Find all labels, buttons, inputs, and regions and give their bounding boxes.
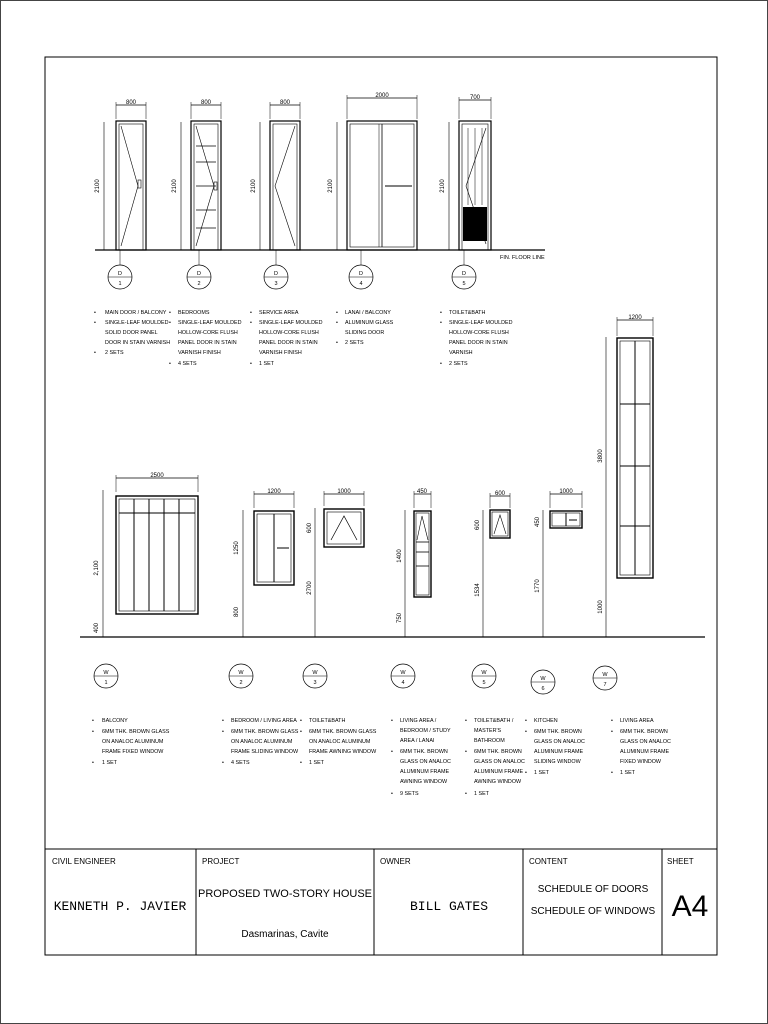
window-3-tag-letter: W xyxy=(312,670,318,676)
window-3-tag xyxy=(303,664,327,688)
svg-text:•: • xyxy=(94,310,96,316)
door-3-note-line: 1 SET xyxy=(259,361,274,367)
window-4-note-line: BEDROOM / STUDY xyxy=(400,728,451,734)
door-2-note-line: SINGLE-LEAF MOULDED xyxy=(178,320,242,326)
door-1-width: 800 xyxy=(125,100,137,106)
window-4-notes xyxy=(391,718,451,797)
window-7-notes xyxy=(611,718,671,776)
svg-text:•: • xyxy=(336,340,338,346)
svg-text:•: • xyxy=(222,718,224,724)
window-5-dim: 1534 xyxy=(475,583,481,597)
window-3-note-line: FRAME AWNING WINDOW xyxy=(309,749,377,755)
svg-text:•: • xyxy=(250,361,252,367)
svg-text:•: • xyxy=(300,718,302,724)
svg-text:•: • xyxy=(300,729,302,735)
window-3-elevation xyxy=(307,489,364,637)
content-line-1: SCHEDULE OF DOORS xyxy=(537,884,649,895)
svg-text:•: • xyxy=(465,749,467,755)
project-location: Dasmarinas, Cavite xyxy=(241,929,329,940)
window-2-note-line: BEDROOM / LIVING AREA xyxy=(231,718,297,724)
window-6-tag xyxy=(531,670,555,694)
window-4-note-line: AWNING WINDOW xyxy=(400,779,448,785)
svg-text:•: • xyxy=(250,310,252,316)
window-1-note-line: BALCONY xyxy=(102,718,128,724)
window-1-note-line: FRAME FIXED WINDOW xyxy=(102,749,164,755)
window-1-dim: 400 xyxy=(94,622,100,634)
svg-text:•: • xyxy=(525,718,527,724)
window-5-width: 600 xyxy=(494,491,506,497)
door-tags xyxy=(108,250,476,289)
window-5-note-line: MASTER'S xyxy=(474,728,502,734)
floor-line-label: FIN. FLOOR LINE xyxy=(500,255,545,261)
door-1-tag-number: 1 xyxy=(118,281,122,287)
door-3-width: 800 xyxy=(279,100,291,106)
window-6-note-line: KITCHEN xyxy=(534,718,558,724)
door-3-tag xyxy=(264,250,288,289)
door-5-note-line: VARNISH xyxy=(449,350,473,356)
door-5-tag-number: 5 xyxy=(462,281,466,287)
door-5-note-line: SINGLE-LEAF MOULDED xyxy=(449,320,513,326)
window-1-note-line: ON ANALOC ALUMINUM xyxy=(102,739,164,745)
window-5-tag xyxy=(472,664,496,688)
svg-text:•: • xyxy=(169,361,171,367)
door-3-height: 2100 xyxy=(251,179,257,193)
door-2-tag-number: 2 xyxy=(197,281,201,287)
window-6-note-line: GLASS ON ANALOC xyxy=(534,739,585,745)
window-3-note-line: 1 SET xyxy=(309,760,324,766)
window-6-note-line: SLIDING WINDOW xyxy=(534,759,581,765)
window-1-note-line: 6MM THK. BROWN GLASS xyxy=(102,729,170,735)
window-5-note-line: ALUMINUM FRAME xyxy=(474,769,524,775)
svg-text:•: • xyxy=(92,718,94,724)
door-1-note-line: 2 SETS xyxy=(105,350,124,356)
door-2-note-line: 4 SETS xyxy=(178,361,197,367)
svg-text:•: • xyxy=(391,749,393,755)
window-1-width: 2500 xyxy=(150,473,164,479)
door-2-width: 800 xyxy=(200,100,212,106)
window-schedule xyxy=(80,315,705,797)
door-1-note-line: SOLID DOOR PANEL xyxy=(105,330,158,336)
window-6-dim: 450 xyxy=(535,516,541,528)
door-5-notes xyxy=(440,310,513,367)
window-7-dim: 1000 xyxy=(598,600,604,614)
door-2-tag-letter: D xyxy=(197,271,201,277)
window-4-note-line: GLASS ON ANALOC xyxy=(400,759,451,765)
window-4-note-line: 6MM THK. BROWN xyxy=(400,749,448,755)
window-7-note-line: 6MM THK. BROWN xyxy=(620,729,668,735)
owner-name: BILL GATES xyxy=(409,899,489,914)
window-3-width: 1000 xyxy=(337,489,351,495)
door-schedule xyxy=(94,93,545,367)
window-4-note-line: 9 SETS xyxy=(400,791,419,797)
door-2-notes xyxy=(169,310,242,367)
door-4-tag-letter: D xyxy=(359,271,363,277)
window-2-note-line: 4 SETS xyxy=(231,760,250,766)
window-4-tag-letter: W xyxy=(400,670,406,676)
door-1-note-line: DOOR IN STAIN VARNISH xyxy=(105,340,171,346)
door-5-note-line: 2 SETS xyxy=(449,361,468,367)
svg-text:•: • xyxy=(169,310,171,316)
window-1-dim: 2,100 xyxy=(94,560,100,576)
window-2-tag xyxy=(229,664,253,688)
window-6-width: 1000 xyxy=(559,489,573,495)
window-1-tag-number: 1 xyxy=(104,680,108,686)
svg-text:•: • xyxy=(222,760,224,766)
door-1-tag xyxy=(108,250,132,289)
window-7-width: 1200 xyxy=(628,315,642,321)
door-2-note-line: BEDROOMS xyxy=(178,310,210,316)
window-6-note-line: 1 SET xyxy=(534,770,549,776)
svg-text:•: • xyxy=(525,729,527,735)
window-7-tag-letter: W xyxy=(602,672,608,678)
svg-text:•: • xyxy=(336,320,338,326)
window-5-note-line: 6MM THK. BROWN xyxy=(474,749,522,755)
svg-text:•: • xyxy=(611,718,613,724)
window-5-note-line: GLASS ON ANALOC xyxy=(474,759,525,765)
window-2-note-line: FRAME SLIDING WINDOW xyxy=(231,749,299,755)
window-6-tag-number: 6 xyxy=(541,686,545,692)
svg-text:•: • xyxy=(611,729,613,735)
title-block xyxy=(45,849,717,955)
window-6-elevation xyxy=(535,489,582,637)
door-5-note-line: PANEL DOOR IN STAIN xyxy=(449,340,508,346)
project-label: PROJECT xyxy=(202,857,240,866)
window-4-elevation xyxy=(397,489,431,637)
window-7-tag xyxy=(593,666,617,690)
door-5-note-line: TOILET&BATH xyxy=(449,310,486,316)
door-2-tag xyxy=(187,250,211,289)
window-5-note-line: 1 SET xyxy=(474,791,489,797)
window-4-note-line: ALUMINUM FRAME xyxy=(400,769,450,775)
door-3-note-line: SERVICE AREA xyxy=(259,310,299,316)
svg-text:•: • xyxy=(336,310,338,316)
window-4-tag xyxy=(391,664,415,688)
window-5-notes xyxy=(465,718,525,797)
svg-text:•: • xyxy=(611,770,613,776)
svg-text:•: • xyxy=(92,729,94,735)
window-6-note-line: ALUMINUM FRAME xyxy=(534,749,584,755)
svg-text:•: • xyxy=(169,320,171,326)
window-2-tag-letter: W xyxy=(238,670,244,676)
door-4-note-line: ALUMINUM GLASS xyxy=(345,320,394,326)
svg-text:•: • xyxy=(92,760,94,766)
window-6-notes xyxy=(525,718,585,776)
window-7-note-line: FIXED WINDOW xyxy=(620,759,662,765)
window-7-elevation xyxy=(598,315,653,637)
svg-text:•: • xyxy=(300,760,302,766)
window-4-dim: 1400 xyxy=(397,549,403,563)
door-5-note-line: HOLLOW-CORE FLUSH xyxy=(449,330,509,336)
window-2-notes xyxy=(222,718,299,766)
door-4-width: 2000 xyxy=(375,93,389,99)
project-name: PROPOSED TWO-STORY HOUSE xyxy=(198,888,372,900)
window-7-note-line: LIVING AREA xyxy=(620,718,654,724)
svg-text:•: • xyxy=(465,791,467,797)
window-notes xyxy=(92,718,671,797)
window-3-note-line: TOILET&BATH xyxy=(309,718,346,724)
window-3-note-line: 6MM THK. BROWN GLASS xyxy=(309,729,377,735)
window-5-dim: 600 xyxy=(475,519,481,531)
window-5-elevation xyxy=(475,491,510,637)
window-4-dim: 750 xyxy=(397,612,403,624)
window-2-elevation xyxy=(234,489,294,637)
window-2-note-line: ON ANALOC ALUMINUM xyxy=(231,739,293,745)
window-5-tag-letter: W xyxy=(481,670,487,676)
svg-text:•: • xyxy=(465,718,467,724)
door-4-tag-number: 4 xyxy=(359,281,363,287)
door-4-note-line: SLIDING DOOR xyxy=(345,330,385,336)
door-4-tag xyxy=(349,250,373,289)
window-6-note-line: 6MM THK. BROWN xyxy=(534,729,582,735)
window-2-tag-number: 2 xyxy=(239,680,243,686)
window-6-tag-letter: W xyxy=(540,676,546,682)
door-3-note-line: VARNISH FINISH xyxy=(259,350,302,356)
window-3-notes xyxy=(300,718,377,766)
content-line-2: SCHEDULE OF WINDOWS xyxy=(530,906,656,917)
door-5-tag-letter: D xyxy=(462,271,466,277)
door-5-height: 2100 xyxy=(440,179,446,193)
window-4-note-line: LIVING AREA / xyxy=(400,718,437,724)
door-2-height: 2100 xyxy=(172,179,178,193)
svg-text:•: • xyxy=(94,320,96,326)
window-7-note-line: 1 SET xyxy=(620,770,635,776)
window-4-tag-number: 4 xyxy=(401,680,405,686)
window-5-tag-number: 5 xyxy=(482,680,486,686)
door-5-tag xyxy=(452,250,476,289)
window-5-note-line: BATHROOM xyxy=(474,738,505,744)
door-1-note-line: MAIN DOOR / BALCONY xyxy=(105,310,167,316)
door-2-note-line: HOLLOW-CORE FLUSH xyxy=(178,330,238,336)
content-label: CONTENT xyxy=(529,857,568,866)
svg-text:•: • xyxy=(525,770,527,776)
svg-text:•: • xyxy=(440,310,442,316)
door-5-louver xyxy=(463,207,487,241)
door-notes xyxy=(94,310,513,367)
svg-text:•: • xyxy=(391,791,393,797)
sheet-number: A4 xyxy=(671,890,709,923)
door-5-width: 700 xyxy=(469,95,481,101)
window-7-dim: 3800 xyxy=(598,449,604,463)
door-4-note-line: LANAI / BALCONY xyxy=(345,310,391,316)
window-1-tag xyxy=(94,664,118,688)
window-5-note-line: AWNING WINDOW xyxy=(474,779,522,785)
door-3-note-line: SINGLE-LEAF MOULDED xyxy=(259,320,323,326)
window-2-dim: 800 xyxy=(234,606,240,618)
window-7-note-line: GLASS ON ANALOC xyxy=(620,739,671,745)
door-1-note-line: SINGLE-LEAF MOULDED xyxy=(105,320,169,326)
door-4-height: 2100 xyxy=(328,179,334,193)
window-1-note-line: 1 SET xyxy=(102,760,117,766)
window-5-note-line: TOILET&BATH / xyxy=(474,718,514,724)
window-2-note-line: 6MM THK. BROWN GLASS xyxy=(231,729,299,735)
window-2-dim: 1250 xyxy=(234,541,240,555)
window-3-note-line: ON ANALOC ALUMINUM xyxy=(309,739,371,745)
door-3-note-line: PANEL DOOR IN STAIN xyxy=(259,340,318,346)
door-1-height: 2100 xyxy=(95,179,101,193)
svg-text:•: • xyxy=(391,718,393,724)
civil-engineer-label: CIVIL ENGINEER xyxy=(52,857,116,866)
door-2-note-line: PANEL DOOR IN STAIN xyxy=(178,340,237,346)
door-2-elevation xyxy=(172,100,221,250)
window-3-tag-number: 3 xyxy=(313,680,317,686)
window-1-notes xyxy=(92,718,170,766)
svg-text:•: • xyxy=(94,350,96,356)
door-3-elevation xyxy=(251,100,300,250)
svg-text:•: • xyxy=(250,320,252,326)
door-5-elevation xyxy=(440,95,491,250)
door-1-notes xyxy=(94,310,170,356)
door-2-note-line: VARNISH FINISH xyxy=(178,350,221,356)
sheet-label: SHEET xyxy=(667,857,694,866)
door-4-notes xyxy=(336,310,394,346)
svg-text:•: • xyxy=(222,729,224,735)
door-1-tag-letter: D xyxy=(118,271,122,277)
window-2-width: 1200 xyxy=(267,489,281,495)
door-3-tag-letter: D xyxy=(274,271,278,277)
window-tags xyxy=(94,664,617,694)
door-3-note-line: HOLLOW-CORE FLUSH xyxy=(259,330,319,336)
door-1-elevation xyxy=(95,100,146,250)
window-6-dim: 1770 xyxy=(535,579,541,593)
window-3-dim: 2700 xyxy=(307,581,313,595)
window-4-note-line: AREA / LANAI xyxy=(400,738,435,744)
window-7-tag-number: 7 xyxy=(603,682,607,688)
door-4-note-line: 2 SETS xyxy=(345,340,364,346)
svg-text:•: • xyxy=(440,320,442,326)
door-3-tag-number: 3 xyxy=(274,281,278,287)
window-7-note-line: ALUMINUM FRAME xyxy=(620,749,670,755)
engineer-name: KENNETH P. JAVIER xyxy=(53,899,187,914)
window-1-tag-letter: W xyxy=(103,670,109,676)
door-3-notes xyxy=(250,310,323,367)
window-3-dim: 600 xyxy=(307,522,313,534)
window-1-elevation xyxy=(94,473,198,637)
svg-text:•: • xyxy=(440,361,442,367)
window-4-width: 450 xyxy=(416,489,428,495)
owner-label: OWNER xyxy=(380,857,411,866)
door-4-elevation xyxy=(328,93,417,250)
